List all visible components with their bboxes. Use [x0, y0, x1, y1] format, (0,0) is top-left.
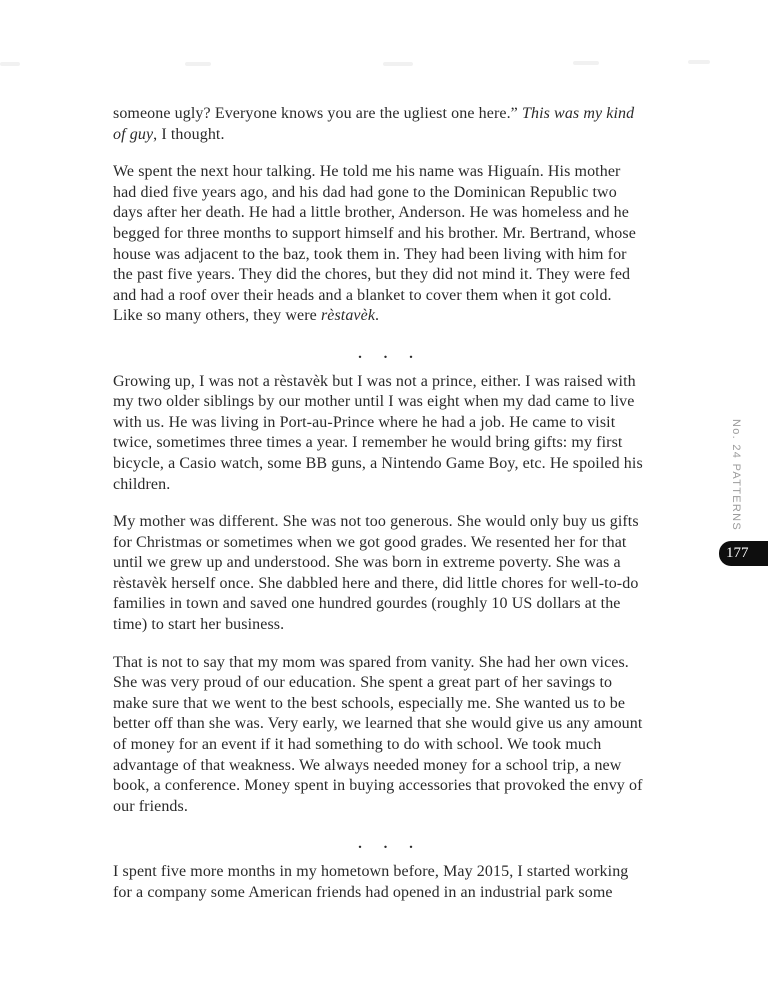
paragraph	[113, 104, 658, 145]
body-text: until we grew up and understood. She was born in extreme poverty. She was a	[113, 554, 621, 572]
text-line	[113, 512, 658, 533]
italic-text: This was my kind	[521, 105, 635, 122]
text-line	[113, 694, 658, 715]
text-line	[113, 553, 658, 574]
text-column	[113, 0, 658, 920]
body-text: for Christmas or sometimes when we got good grades. We resented her for that	[113, 533, 627, 551]
text-line	[113, 776, 658, 797]
text-line	[113, 224, 658, 245]
text-line	[113, 454, 658, 475]
text-line	[113, 265, 658, 286]
body-text: time) to start her business.	[113, 616, 285, 634]
paragraph	[113, 512, 658, 636]
body-text: bicycle, a Casio watch, some BB guns, a Nintendo Game Boy, etc. He spoiled his	[113, 454, 643, 472]
text-line	[113, 615, 658, 636]
text-line	[113, 392, 658, 413]
body-text: and had a roof over their heads and a blanket to cover them when it got cold.	[113, 286, 612, 304]
body-text: rèstavèk herself once. She dabbled here and there, did little chores for well-to-do	[113, 574, 639, 592]
body-text: make sure that we went to the best schools, especially me. She wanted us to be	[113, 694, 626, 712]
text-line	[113, 533, 658, 554]
body-text: for a company some American friends had opened in an industrial park some	[113, 883, 613, 901]
body-text: Growing up, I was not a rèstavèk but I was not a prince, either. I was raised with	[113, 372, 636, 390]
text-line	[113, 306, 658, 327]
text-line	[113, 883, 658, 904]
page-number-badge: 177	[719, 541, 768, 566]
body-text: the past five years. They did the chores, but they did not mind it. They were fed	[113, 266, 631, 284]
body-text: .	[375, 307, 380, 325]
paragraph	[113, 372, 658, 496]
body-text: begged for three months to support himself and his brother. Mr. Bertrand, whose	[113, 224, 636, 242]
body-text: She was very proud of our education. She spent a great part of her savings to	[113, 674, 613, 692]
text-line	[113, 104, 658, 125]
body-text: families in town and saved one hundred gourdes (roughly 10 US dollars at the	[113, 595, 621, 613]
body-text: someone ugly? Everyone knows you are the ugliest one here.”	[113, 105, 522, 122]
text-line	[113, 413, 658, 434]
body-text: children.	[113, 475, 171, 493]
text-line	[113, 162, 658, 183]
body-text: with us. He was living in Port-au-Prince where he had a job. He came to visit	[113, 413, 616, 431]
body-text: That is not to say that my mom was spared from vanity. She had her own vices.	[113, 653, 629, 671]
body-text: book, a conference. Money spent in buying accessories that provoked the envy of	[113, 777, 643, 795]
text-line	[113, 433, 658, 454]
body-text: my two older siblings by our mother until I was eight when my dad came to live	[113, 393, 635, 411]
body-text: Like so many others, they were	[113, 307, 321, 325]
text-line	[113, 203, 658, 224]
paragraph	[113, 862, 658, 903]
italic-text: of guy	[113, 125, 154, 143]
text-line	[113, 797, 658, 818]
body-text: of money for an event if it had something to do with school. We took much	[113, 736, 602, 754]
body-text: days after her death. He had a little brother, Anderson. He was homeless and he	[113, 204, 629, 222]
body-text: better off than she was. Very early, we learned that she would give us any amount	[113, 715, 643, 733]
body-text: twice, sometimes three times a year. I remember he would bring gifts: my first	[113, 434, 623, 452]
body-text: our friends.	[113, 797, 188, 815]
body-text: , I thought.	[153, 125, 225, 143]
text-line	[113, 286, 658, 307]
text-line	[113, 735, 658, 756]
scan-artifact	[0, 62, 20, 66]
text-line	[113, 574, 658, 595]
running-head-vertical: No. 24 PATTERNS	[730, 419, 742, 532]
paragraph	[113, 162, 658, 327]
scan-artifact	[688, 60, 710, 64]
text-line	[113, 673, 658, 694]
text-line	[113, 475, 658, 496]
text-line	[113, 714, 658, 735]
text-line	[113, 594, 658, 615]
text-line	[113, 653, 658, 674]
body-text: My mother was different. She was not too generous. She would only buy us gifts	[113, 513, 639, 531]
text-line	[113, 862, 658, 883]
body-text: advantage of that weakness. We always needed money for a school trip, a new	[113, 756, 622, 774]
text-line	[113, 245, 658, 266]
section-separator: . . .	[358, 836, 422, 853]
text-line	[113, 125, 658, 146]
body-text: I spent five more months in my hometown before, May 2015, I started working	[113, 863, 629, 880]
text-line	[113, 183, 658, 204]
text-line	[113, 372, 658, 393]
body-text: had died five years ago, and his dad had gone to the Dominican Republic two	[113, 183, 617, 201]
text-line	[113, 756, 658, 777]
section-separator: . . .	[358, 345, 422, 362]
body-text: We spent the next hour talking. He told me his name was Higuaín. His mother	[113, 163, 621, 181]
italic-text: rèstavèk	[320, 307, 376, 325]
paragraph	[113, 653, 658, 818]
body-text: house was adjacent to the baz, took them in. They had been living with him for	[113, 245, 627, 263]
